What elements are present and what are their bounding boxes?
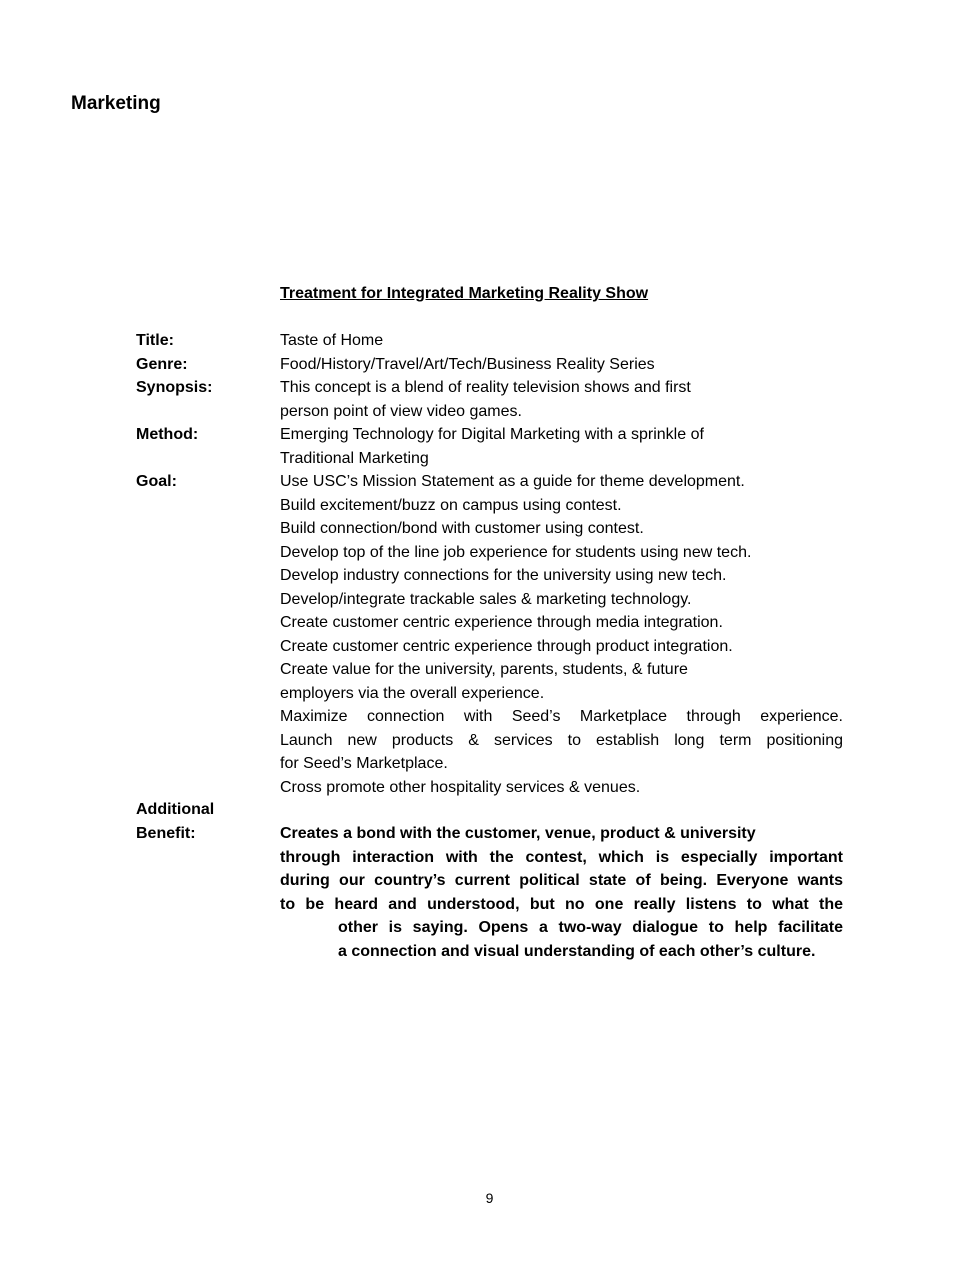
field-label-genre: Genre: <box>136 355 188 373</box>
text-line: Traditional Marketing <box>280 449 429 467</box>
text-line: during our country’s current political state of being. Everyone wants <box>280 872 843 889</box>
text-line: Create value for the university, parents, students, & future <box>280 661 688 678</box>
text-line: Launch new products & services to establish long term positioning <box>280 731 843 749</box>
section-heading: Marketing <box>71 93 161 114</box>
field-label-title: Title: <box>136 332 174 349</box>
field-label-additional: Additional <box>136 801 215 818</box>
field-label-method: Method: <box>136 426 199 443</box>
text-line: Create customer centric experience through product integration. <box>280 637 733 655</box>
field-value-method <box>280 423 843 470</box>
text-line: Creates a bond with the customer, venue, product & university <box>280 825 756 842</box>
text-line: Create customer centric experience through media integration. <box>280 614 723 631</box>
text-line: Maximize connection with Seed’s Marketplace through experience. <box>280 708 843 725</box>
text-line: Food/History/Travel/Art/Tech/Business Reality Series <box>280 355 655 373</box>
field-value-goal <box>280 470 843 799</box>
field-label-goal: Goal: <box>136 473 177 490</box>
field-label-synopsis: Synopsis: <box>136 379 213 396</box>
text-line: Use USC’s Mission Statement as a guide for theme development. <box>280 473 745 490</box>
text-line: This concept is a blend of reality television shows and first <box>280 379 691 396</box>
text-line: Build excitement/buzz on campus using contest. <box>280 496 622 514</box>
text-line: through interaction with the contest, which is especially important <box>280 848 843 866</box>
text-line: employers via the overall experience. <box>280 684 545 702</box>
text-line: Develop top of the line job experience for students using new tech. <box>280 543 752 561</box>
text-line: Develop/integrate trackable sales & marketing technology. <box>280 590 692 608</box>
text-line: a connection and visual understanding of each other’s culture. <box>338 942 816 960</box>
field-value-synopsis <box>280 376 843 423</box>
field-label-benefit: Benefit: <box>136 825 196 842</box>
text-line: for Seed’s Marketplace. <box>280 755 448 772</box>
text-line: to be heard and understood, but no one really listens to what the <box>280 895 843 913</box>
text-line: Taste of Home <box>280 332 384 349</box>
field-value-additional-benefit <box>280 822 843 963</box>
text-line: Build connection/bond with customer using contest. <box>280 520 644 537</box>
text-line: person point of view video games. <box>280 402 522 420</box>
page-number: 9 <box>485 1190 494 1206</box>
document-title: Treatment for Integrated Marketing Reality Show <box>280 285 649 302</box>
text-line: Emerging Technology for Digital Marketing with a sprinkle of <box>280 426 704 443</box>
field-value-genre <box>280 353 843 377</box>
text-line: Develop industry connections for the university using new tech. <box>280 567 727 584</box>
text-line: other is saying. Opens a two-way dialogue to help facilitate <box>338 919 843 936</box>
text-line: Cross promote other hospitality services & venues. <box>280 778 641 796</box>
field-value-title <box>280 329 843 353</box>
